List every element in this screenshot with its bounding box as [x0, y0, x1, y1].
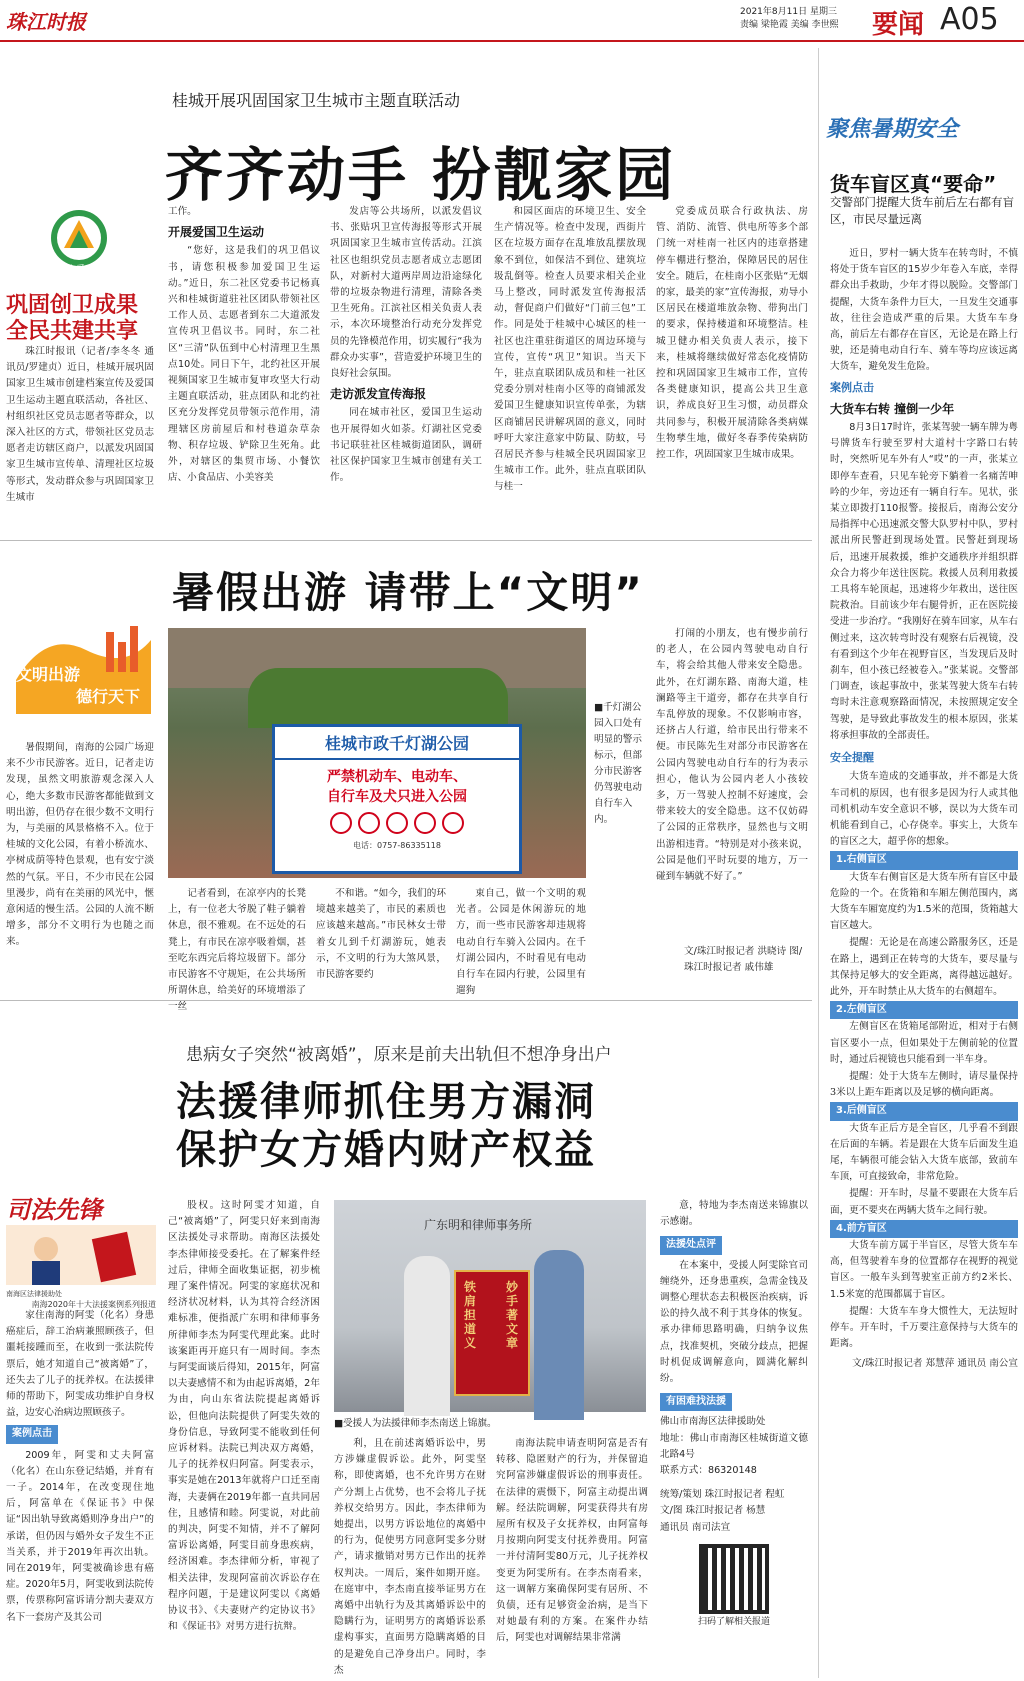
- safety-intro: 大货车造成的交通事故，并不都是大货车司机的原因，也有很多是因为行人或其他司机机动车安全意识不够，误以为大货车司机能看到自己，心存侥幸。事实上，大货车的盲区之大，超乎你的想象。: [830, 771, 1018, 848]
- contact-tag-wrap: [660, 1393, 808, 1411]
- story3-col1b-text: 2009年，阿雯和丈夫阿富（化名）在山东登记结婚，并育有一子。2014年，在改变现住地后，阿富单在《保证书》中保证“因出轨导致离婚则净身出户”的承诺，但仍因与婚外女子发生不正当关系，并于2019年再次出轨。同在2019年，阿雯被确诊患有癌症。2020年5月，阿雯收到法院传票，传票称阿富诉请分割夫妻双方名下一套房产及其公司: [6, 1449, 154, 1623]
- lead-text: 珠江时报讯（记者/李冬冬 通讯员/罗建贞）近日，桂城开展巩固国家卫生城市创建档案宣传及爱国卫生运动主题直联活动，各社区、村组织社区党员志愿者等群众，以深入社区的方式，带领社区党员志愿者走访辖区商户，以派发巩固国家卫生城市宣传单、清理社区垃圾等形式，发动群众参与巩固国家卫生城市: [6, 346, 154, 503]
- no-car-icon: [330, 812, 352, 834]
- photo-caption-text: ■千灯湖公园入口处有明显的警示标示，但部分市民游客仍驾驶电动自行车入内。: [594, 702, 642, 825]
- story3-title-1: 法援律师抓住男方漏洞: [176, 1079, 596, 1125]
- story1-subtitle: 桂城开展巩固国家卫生城市主题直联活动: [172, 91, 461, 110]
- silk-banner: [454, 1270, 530, 1396]
- story2-title: 暑假出游 请带上“文明”: [172, 568, 644, 617]
- sidebar-subtitle: 交警部门提醒大货车前后左右都有盲区，市民尽量远离: [830, 195, 1014, 226]
- col4-text: 和园区面店的环境卫生、安全生产情况等。检查中发现，西街片区在垃圾方面存在乱堆放乱摆放现象不到位，如保洁不到位、建筑垃圾乱倒等。检查人员要求相关企业马上整改，同时派发宣传海报活动，督促商户们做好“门前三包”工作。同是处于桂城中心城区的桂一社区也注重驻街道区的周边环境与宣传，宣传“巩卫”知识。当天下午，驻点直联团队成员和桂一社区党委分别对桂南小区等的商铺派发爱国卫生健康知识宣传单张，为辖区商铺居民讲解巩固的意义，同时呼吁大家注意家中防鼠、防蚊，号召居民齐参与桂城全民巩固国家卫生城市工作。此外，驻点直联团队与桂一: [494, 206, 646, 493]
- banner-left-text: 铁肩担道义: [464, 1280, 477, 1350]
- col3-text: 发店等公共场所，以派发倡议书、张贴巩卫宣传海报等形式开展巩固国家卫生城市宣传活动。江滨社区也组织党员志愿者成立志愿团队，对新村大道两岸周边沿途绿化带的垃圾杂物进行清理，清除各类卫生死角。江滨社区相关负责人表示，本次环境整治行动充分发挥党员的先锋模范作用，切实履行“我为群众办实事”，营造爱护环境卫生的良好社会氛围。: [330, 206, 482, 380]
- page-number: A05: [940, 2, 999, 37]
- zone-2: [830, 1001, 1018, 1101]
- sifa-caption: 南海区法律援助处: [6, 1290, 62, 1298]
- zone-1: [830, 851, 1018, 1000]
- sidebar-title: 货车盲区真“要命”: [830, 172, 997, 196]
- story2-col1-text: 暑假期间，南海的公园广场迎来不少市民游客。近日，记者走访发现，虽然文明旅游观念深入人心，绝大多数市民游客都能做到文明出游，但仍存在很少数不文明行为，与美丽的风景格格不入。位于桂城的文化公园，有着小桥流水、亭树成荫等特色景观，也有安宁淡然的气氛。平日，不少市民在公园里漫步，尚有在美丽的风光中，惬意闲适的慢生活。公园的人流不断增多，部分不文明行为也随之而来。: [6, 742, 154, 948]
- zone-3-label: 3.后侧盲区: [830, 1102, 1018, 1120]
- park-sign-icons: [275, 812, 519, 834]
- divider-1: [0, 540, 812, 541]
- case-tag-text: 案例点击: [830, 380, 874, 394]
- story3-col4a-text: 意，特地为李杰南送来锦旗以示感谢。: [660, 1200, 808, 1228]
- zone-2-tip: 提醒：处于大货车左侧时，请尽量保持3米以上距车距离以及足够的横向距离。: [830, 1070, 1018, 1099]
- zone-2-label: 2.左侧盲区: [830, 1001, 1018, 1019]
- contact-addr: 地址：佛山市南海区桂城街道文德北路4号: [660, 1432, 808, 1460]
- zone-3-text: 大货车正后方是全盲区，几乎看不到跟在后面的车辆。若是跟在大货车后面发生追尾，车辆很可能会钻入大货车底部，致前车车顶，可直接致命，非常危险。: [830, 1122, 1018, 1183]
- qr-code[interactable]: [699, 1544, 769, 1614]
- wenming-line1: 文明出游: [16, 665, 81, 684]
- issue-date: [740, 6, 839, 32]
- badge-line2: 全民共建共享: [6, 318, 139, 344]
- story2-col4: [456, 886, 586, 997]
- logo-caption: 佛山爱卫: [58, 265, 95, 275]
- designer: 美编 李世熙: [790, 20, 839, 30]
- banner-right-text: 妙手著文章: [506, 1280, 519, 1350]
- weekday: 星期三: [809, 7, 837, 17]
- no-motorbike-icon: [358, 812, 380, 834]
- contact-tag: 有困难找法援: [660, 1393, 732, 1411]
- story3-col2: [168, 1198, 320, 1633]
- park-sign-line1: 严禁机动车、电动车、: [327, 769, 467, 785]
- wenming-badge: [6, 620, 156, 714]
- masthead: [0, 0, 1024, 44]
- story1-col4: [494, 204, 646, 504]
- story1-title: 齐齐动手 扮靓家园: [165, 141, 677, 209]
- story3-col2-text: 股权。这时阿雯才知道，自己“被离婚”了，阿雯只好来到南海区法援处寻求帮助。南海区法援处李杰律师接受委托。在了解案件经过后，律师全面收集证据，初步梳理了案件情况。阿雯的家庭状况和经济状况材料，认为其符合经济困难标准，便指派广东明和律师事务所律师李杰为阿雯代理此案。此时该案距再开庭只有一周时间。李杰与阿雯面谈后得知，2015年，阿富以夫妻感情不和为由起诉离婚，2年为由，向山东省法院提起离婚诉讼，但他向法院提供了阿雯失效的身份信息，导致阿雯不能收到任何应诉材料。法院已判决双方离婚，儿子的抚养权归阿富。阿雯表示，事实是她在2013年就将户口迁至南海，夫妻俩在2019年都一直共同居住，且感情和睦。阿雯说，对此前的判决，阿雯不知情，并不了解阿富诉讼离婚，阿雯目前身患疾病，经济困难。李杰律师分析，审视了相关法律，发现阿富前次诉讼存在程序问题，于是建议阿雯以《离婚协议书》、《夫妻财产约定协议书》和《保证书》对男方进行抗辩。: [168, 1200, 320, 1633]
- aiwei-logo: [36, 206, 122, 282]
- story1-col5: [656, 204, 808, 504]
- lawyer-photo: [334, 1200, 646, 1412]
- divider-2: [0, 1000, 812, 1001]
- story2-col2-text: 记者看到，在凉亭内的长凳上，有一位老大爷脱了鞋子躺着休息，很不雅观。在不远处的石凳上，有市民在凉亭吸着烟，甚至吃东西完后将垃圾留下。部分市民游客不守规矩，在公共场所所谓休息，给美好的环境增添了一丝: [168, 888, 306, 1013]
- col2-intro: 工作。: [168, 206, 197, 217]
- subhead-1: 开展爱国卫生运动: [168, 225, 265, 240]
- paper-name: 珠江时报: [6, 10, 86, 34]
- story3-col1-text: 家住南海的阿雯（化名）身患癌症后，辞工治病兼照顾孩子，但噩耗接踵而至，在收到一张法院传票后，她才知道自己“被离婚”了，还失去了儿子的抚养权。在法援律师的帮助下，阿雯成功维护自身权益，边安心治病边照顾孩子。: [6, 1310, 154, 1419]
- firm-name: 广东明和律师事务所: [424, 1218, 533, 1232]
- wenming-line2: 德行天下: [76, 687, 141, 706]
- review-tag-wrap: [660, 1236, 808, 1254]
- zone-2-text: 左侧盲区在货箱尾部附近，相对于右侧盲区要小一点，但如果处于左侧前轮的位置时，通过后视镜也只能看到一半车身。: [830, 1021, 1018, 1065]
- zone-1-label: 1.右侧盲区: [830, 851, 1018, 869]
- sifa-illustration-icon: [6, 1225, 156, 1285]
- story3-photo-caption: ■受援人为法援律师李杰南送上锦旗。: [334, 1418, 497, 1429]
- story2-sign: 文/珠江时报记者 洪晓诗 图/珠江时报记者 戚伟雄: [684, 946, 803, 973]
- park-sign-line2: 自行车及犬只进入公园: [327, 789, 467, 805]
- sidebar-divider: [818, 48, 819, 1678]
- zone-4-tip: 提醒：大货车车身大惯性大，无法短时停车。开车时，千万要注意保持与大货车的距离。: [830, 1305, 1018, 1350]
- sidebar-lead: 近日，罗村一辆大货车在转弯时，不慎将处于货车盲区的15岁少年卷入车底，幸得群众出手救助，少年才得以脱险。交警部门提醒，大货车条件力巨大，一旦发生交通事故，往往会造成严重的后果。大货车车身高，前后左右都存在盲区，无论是在路上行驶，还是骑电动自行车、骑车等均应该远离大货车，避免发生危险。: [830, 248, 1018, 373]
- sidebar-column-title: [826, 112, 1020, 152]
- story2-col2: [168, 886, 306, 1013]
- story2-photo-caption: [594, 700, 650, 880]
- sidebar-sign: 文/珠江时报记者 郑慧萍 通讯员 南公宣: [852, 1358, 1018, 1370]
- story3-col4: [660, 1198, 808, 1678]
- person-left: [404, 1256, 450, 1416]
- zone-3: [830, 1102, 1018, 1218]
- date: 2021年8月11日: [740, 7, 808, 17]
- sifa-title: 司法先锋: [6, 1196, 102, 1224]
- story3-col1: [6, 1308, 154, 1678]
- masthead-rule: [0, 40, 1024, 42]
- sidebar-body: [830, 246, 1018, 1676]
- zone-4-label: 4.前方盲区: [830, 1220, 1018, 1238]
- case-tag-label: 案例点击: [6, 1425, 58, 1443]
- park-sign-phone: 电话：0757-86335118: [353, 841, 441, 850]
- zone-3-tip: 提醒：开车时，尽量不要跟在大货车后面，更不要夹在两辆大货车之间行驶。: [830, 1188, 1018, 1216]
- zone-4-text: 大货车前方属于半盲区，尽管大货车车高，但驾驶着车身的位置都存在视野的视觉盲区。一般车头到驾驶室正前方约2米长、1.5米宽的范围都属于盲区。: [830, 1239, 1018, 1300]
- story1-lead: [6, 344, 154, 524]
- qr-caption: 扫码了解相关报道: [697, 1616, 770, 1627]
- zone-1-tip: 提醒：无论是在高速公路服务区，还是在路上，遇到正在转弯的大货车，要尽量与其保持足够大的安全距离，离得越远越好。此外，开车时禁止从大货车的右侧超车。: [830, 937, 1018, 997]
- zone-4: [830, 1220, 1018, 1353]
- col5-text: 党委成员联合行政执法、房管、消防、流管、供电所等多个部门统一对桂南一社区内的违章搭建停车棚进行整治，保障居民的居住安全。随后，在桂南小区张贴“无烟的家，最美的家”宣传海报，劝导小区居民在楼道堆放杂物、带狗出门的要求，保持楼道和环境整洁。桂城卫健办相关负责人表示，接下来，桂城将继续做好常态化疫情防控和巩固国家卫生城市工作，宣传各类健康知识，提高公共卫生意识，养成良好卫生习惯，动员群众共同参与，积极开展清除各类病媒生物孳生地，做好冬春季传染病防控工作，巩固国家卫生城市成果。: [656, 206, 808, 461]
- review-text: 在本案中，受援人阿雯除官司缠绕外，还身患重疾，急需金钱及调整心理状态去积极医治疾病，诉讼的持久战不利于其身体的恢复。承办律师思路明确，归纳争议焦点，找准契机，突破分歧点，把握时机促成调解意向，圆满化解纠纷。: [660, 1259, 808, 1385]
- credits: [660, 1487, 808, 1536]
- case-tag: [830, 380, 1018, 397]
- section-name: 要闻: [872, 10, 925, 40]
- story3-title-2: 保护女方婚内财产权益: [176, 1127, 596, 1173]
- no-bike-icon: [386, 812, 408, 834]
- story3-col3-text: 南海法院申请查明阿富是否有转移、隐匿财产的行为，并保留追究阿富涉嫌虚假诉讼的刑事责任。在法律的震慑下，阿富主动提出调解。经法院调解，阿雯获得共有房屋所有权及子女抚养权，由阿富每月按期向阿雯支付抚养费用。阿富一并付清阿雯80万元，儿子抚养权变更为阿雯所有。在李杰南看来，这一调解方案确保阿雯有居所、不负债，还有足够资金治病，是当下对她最有利的方案。在案件办结后，阿雯也对调解结果非常满: [496, 1438, 648, 1644]
- park-sign-title: 桂城市政千灯湖公园: [275, 727, 519, 760]
- contact-phone: 联系方式：86320148: [660, 1465, 757, 1477]
- no-ebike-icon: [414, 812, 436, 834]
- story3-col2b-text: 利，且在前述离婚诉讼中，男方涉嫌虚假诉讼。此外，阿雯坚称，即使离婚，也不允许男方在财产分割上占优势，也不会将儿子抚养权交给男方。因此，李杰律师为她提出，以男方诉讼地位的离婚中的行为，促使男方同意阿雯多分财产，请求撤销对男方已作出的抚养权判决。一周后，案件如期开庭。在庭审中，李杰南直接举证男方在离婚中出轨行为及其离婚诉讼中的隐瞒行为，证明男方的离婚诉讼系虚构事实，直面男方隐瞒离婚的目的是避免自己净身出户。同时，李杰: [334, 1438, 486, 1676]
- story2-col4-text: 束自己，做一个文明的观光者。公园是休闲游玩的地方，而一些市民游客却违规将电动自行车骑入公园内。在千灯湖公园内，不时看见有电动自行车在园内行驶，公园里有遛狗: [456, 888, 586, 997]
- story2-col5-text: 打闹的小朋友，也有慢步前行的老人，在公园内驾驶电动自行车，将会给其他人带来安全隐患。此外，在灯湖东路、南海大道，桂澜路等主干道旁，都存在共享自行车乱停放的现象。不仅影响市容，还挤占人行道，给市民出行带来不便。市民陈先生对部分市民游客在公园内驾驶电动自行车的行为表示担心，他认为公园内老人小孩较多，万一驾驶人控制不好速度，会带来较大的安全隐患。这不仅妨碍了公园的正常秩序，显然也与文明出游相违背。“特别是对小孩来说，公园是他们平时玩耍的地方，万一碰到车辆就不好了。”: [656, 628, 808, 883]
- park-photo: [168, 628, 586, 878]
- col3b-text: 同在城市社区，爱国卫生运动也开展得如火如荼。灯湖社区党委书记联驻社区桂城街道团队，调研社区保护国家卫生城市创建有关工作。: [330, 407, 482, 484]
- story3-col3: [496, 1436, 648, 1676]
- story3-case-tag: [6, 1425, 154, 1443]
- case-title: 大货车右转 撞倒一少年: [830, 401, 955, 416]
- badge-line1: 巩固创卫成果: [6, 292, 139, 318]
- column-title-text: 聚焦暑期安全: [826, 117, 959, 142]
- story1-col2: [168, 204, 320, 504]
- credit-2: 文/图 珠江时报记者 杨慧: [660, 1505, 766, 1517]
- credit-3: 通讯员 南司法宣: [660, 1521, 731, 1533]
- story2-col5: [656, 626, 808, 926]
- safety-tag: [830, 750, 1018, 767]
- review-tag: 法援处点评: [660, 1236, 722, 1254]
- story2-col1: [6, 740, 154, 980]
- photo-plants: [248, 668, 508, 728]
- credit-1: 统筹/策划 珠江时报记者 程虹: [660, 1489, 785, 1501]
- story1-col3: [330, 204, 482, 504]
- editor: 责编 梁艳霞: [740, 20, 788, 30]
- park-sign: [272, 724, 522, 874]
- col2-text: “您好，这是我们的巩卫倡议书，请您积极参加爱国卫生运动。”近日，东二社区党委书记杨真兴和桂城街道驻社区团队带领社区工作人员、志愿者到东二大道派发宣传巩卫倡议书。同时，东二社区“三清”队伍到中心村清理卫生黑点10处。同日下午，北约社区开展视频国家卫生城市复审攻坚大行动主题直联活动，驻点团队和北约社区充分发挥党员带领示范作用，清理辖区房前屋后和村巷道杂草杂物、积存垃圾、铲除卫生死角。此外，对辖区的集贸市场、小餐饮店、小食品店、小美容美: [168, 245, 320, 484]
- story3-subtitle: 患病女子突然“被离婚”，原来是前夫出轨但不想净身出户: [186, 1045, 612, 1065]
- story3-col2b: [334, 1436, 486, 1676]
- sifa-sub: 南海2020年十大法援案例系列报道: [31, 1300, 156, 1309]
- case-text: 8月3日17时许，张某驾驶一辆车牌为粤号牌货车行驶至罗村大道村十字路口右转时，突然听见车外有人“哎”的一声，张某立即停车查看，只见车轮旁下躺着一名痛苦呻吟的少年，旁边还有一辆自行车。见状，张某立即拨打110报警。接报后，南海公安分局指挥中心迅速派交警大队罗村中队，罗村派出所民警赶到现场处置。民警赶到现场后，迅速开展救援，维护交通秩序并组织群众合力将少年送往医院。救援人员利用救援工具将车轮顶起，迅速将少年救出，送往医院救治。目前该少年右腿骨折，正在医院接受进一步治疗。“我刚好在骑车回家，从车右侧过来，这次转弯时没有观察右后视镜，没有看到这个少年在视野盲区，当发现后及时刹车，但小孩已经被卷入。”张某说。交警部门调查，该起事故中，张某驾驶大货车右转弯时未注意观察路面情况，未按照规定安全驾驶，是导致此事故发生的根本原因，张某将承担事故的全部责任。: [830, 422, 1018, 741]
- person-right: [534, 1250, 584, 1420]
- subhead-2: 走访派发宣传海报: [330, 387, 427, 402]
- no-dog-icon: [442, 812, 464, 834]
- contact-org: 佛山市南海区法律援助处: [660, 1416, 766, 1428]
- zone-1-text: 大货车右侧盲区是大货车所有盲区中最危险的一个。在货箱和车厢左侧范围内，离大货车车厢宽度约为1.5米的范围，货箱越大盲区越大。: [830, 871, 1018, 932]
- safety-tag-text: 安全提醒: [830, 751, 874, 765]
- sifa-badge: [6, 1190, 156, 1309]
- story2-col3: [316, 886, 446, 982]
- story2-col3-text: 不和谐。“如今，我们的环境越来越美了，市民的素质也应该越来越高。”市民林女士带着女儿到千灯湖游玩，她表示，不文明的行为大煞风景，市民游客要约: [316, 888, 446, 981]
